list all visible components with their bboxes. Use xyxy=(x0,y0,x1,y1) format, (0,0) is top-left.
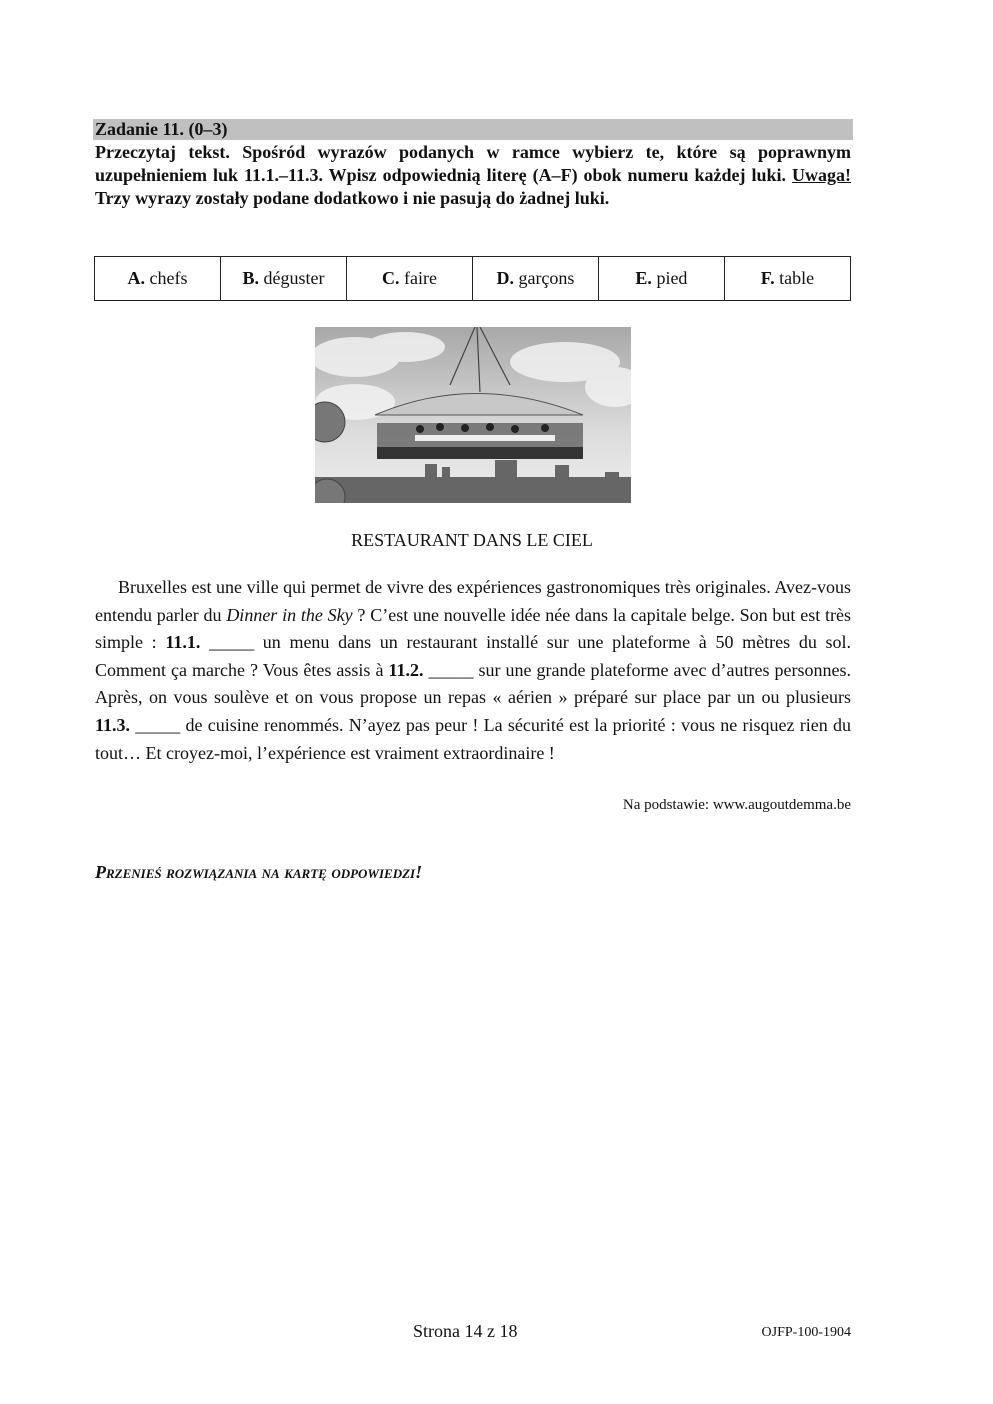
gap-11-1: 11.1. xyxy=(165,632,201,653)
option-word: chefs xyxy=(145,268,188,288)
instructions-text: Przeczytaj tekst. Spośród wyrazów podanych w ramce wybierz te, które są poprawnym uzupełnieniem luk 11.1.–11.3. Wpisz odpowiednią literę (A–F) obok numeru każdej luki. xyxy=(95,142,851,185)
option-word: pied xyxy=(651,268,688,288)
word-option-b xyxy=(220,257,346,301)
word-option-d xyxy=(472,257,598,301)
page-number: Strona 14 z 18 xyxy=(413,1321,518,1341)
instructions-warning-text: Trzy wyrazy zostały podane dodatkowo i nie pasują do żadnej luki. xyxy=(95,188,610,208)
word-option-e xyxy=(598,257,724,301)
dinner-in-the-sky-photo xyxy=(315,327,631,503)
task-instructions xyxy=(95,141,851,210)
word-option-f xyxy=(724,257,850,301)
body-text: _____ de cuisine renommés. N’ayez pas peur ! La sécurité est la priorité : vous ne risquez rien du tout… Et croyez-moi, l’expérience est vraiment extraordinaire ! xyxy=(95,714,851,763)
option-word: déguster xyxy=(258,268,325,288)
option-word: faire xyxy=(399,268,437,288)
exam-code: OJFP-100-1904 xyxy=(761,1325,851,1340)
word-option-a xyxy=(95,257,221,301)
option-word: table xyxy=(774,268,815,288)
task-header: Zadanie 11. (0–3) xyxy=(93,119,853,140)
option-letter: E. xyxy=(635,268,652,288)
word-box xyxy=(94,256,851,301)
option-letter: A. xyxy=(127,268,145,288)
dinner-in-the-sky-italic: Dinner in the Sky xyxy=(226,604,353,625)
word-option-c xyxy=(346,257,472,301)
option-letter: F. xyxy=(760,268,775,288)
option-letter: B. xyxy=(242,268,259,288)
warning-label: Uwaga! xyxy=(792,165,852,185)
article-title: RESTAURANT DANS LE CIEL xyxy=(351,530,593,550)
transfer-note: Przenieś rozwiązania na kartę odpowiedzi! xyxy=(95,862,423,882)
body-text: _____ un menu dans un restaurant installé sur une plateforme à 50 mètres du sol. Comment ça marche ? Vous êtes assis à xyxy=(95,632,852,680)
body-text: Bruxelles est une ville qui permet de vivre des expériences gastronomiques très originales. Avez-vous entendu parler du xyxy=(95,577,851,625)
body-text: _____ sur une grande plateforme avec d’autres personnes. Après, on vous soulève et on vous propose un repas « aérien » préparé sur place par un ou plusieurs xyxy=(95,659,851,708)
gap-11-3: 11.3. xyxy=(95,714,131,735)
option-letter: D. xyxy=(496,268,514,288)
dining-table xyxy=(415,435,555,441)
option-letter: C. xyxy=(381,268,400,288)
option-word: garçons xyxy=(513,268,575,288)
article-body xyxy=(95,574,851,767)
gap-11-2: 11.2. xyxy=(388,659,424,680)
source-note: Na podstawie: www.augoutdemma.be xyxy=(622,797,851,813)
body-text: ? C’est une nouvelle idée née dans la capitale belge. Son but est très simple : xyxy=(95,604,851,653)
platform-base xyxy=(377,447,583,459)
